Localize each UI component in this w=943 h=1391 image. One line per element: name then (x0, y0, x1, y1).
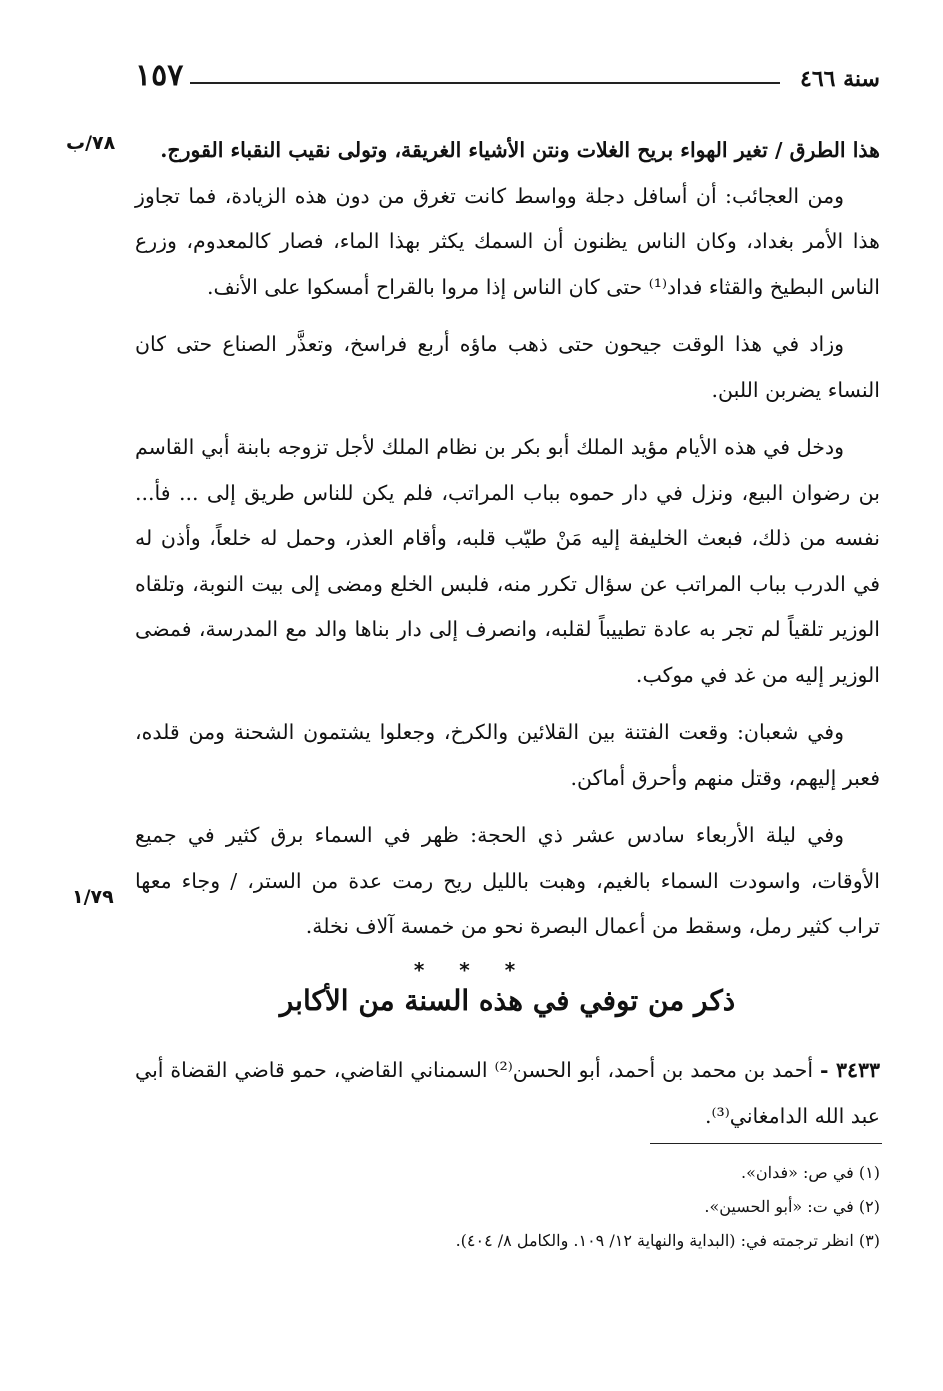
margin-note-top: ٧٨/ب (66, 132, 116, 154)
header-rule (190, 82, 780, 84)
paragraph-4: ودخل في هذه الأيام مؤيد الملك أبو بكر بن نظام الملك لأجل تزوجه بابنة أبي القاسم بن رضوان البيع، ونزل في دار حموه بباب المراتب، فلم يكن للناس طريق إلى ... فأ... نفسه من ذلك، فبعث الخليفة إليه مَنْ طيّب قلبه، وأقام العذر، وحمل له خلعاً، وأذن له في الدرب بباب المراتب عن سؤال تكرر منه، فلبس الخلع ومضى إلى بيت النوبة، وتلقاه الوزير تلقياً لم تجر به عادة تطييباً لقلبه، وانصرف إلى دار بناها والد مع المدرسة، فمضى الوزير إليه من غد في موكب. (135, 435, 880, 687)
paragraph-1: هذا الطرق / تغير الهواء بريح الغلات ونتن الأشياء الغريقة، وتولى نقيب النقباء القورج. (160, 138, 880, 162)
footnote-2: (٢) في ت: «أبو الحسين». (704, 1197, 880, 1216)
entry-text: أحمد بن محمد بن أحمد، أبو الحسن⁽²⁾ السمناني القاضي، حمو قاضي القضاة أبي عبد الله الدامغاني⁽³⁾. (135, 1058, 880, 1128)
paragraph-6: وفي ليلة الأربعاء سادس عشر ذي الحجة: ظهر في السماء برق كثير في جميع الأوقات، واسودت السماء بالغيم، وهبت بالليل ريح رمت عدة من الستر، / وجاء معها تراب كثير رمل، وسقط من أعمال البصرة نحو من خمسة آلاف نخلة. (135, 823, 880, 938)
section-title: ذكر من توفي في هذه السنة من الأكابر (279, 984, 736, 1017)
paragraph-5: وفي شعبان: وقعت الفتنة بين القلائين والكرخ، وجعلوا يشتمون الشحنة ومن قلده، فعبر إليهم، وقتل منهم وأحرق أماكن. (135, 720, 880, 790)
biography-entry (135, 1048, 880, 1139)
paragraph-3: وزاد في هذا الوقت جيحون حتى ذهب ماؤه أربع فراسخ، وتعذَّر الصناع حتى كان النساء يضربن اللبن. (135, 332, 880, 402)
body-text (135, 128, 880, 950)
entry-number: ٣٤٣٣ - (819, 1058, 881, 1082)
page-header (135, 58, 880, 98)
footnote-3: (٣) انظر ترجمته في: (البداية والنهاية ١٢/ ١٠٩. والكامل ٨/ ٤٠٤). (455, 1231, 880, 1250)
entry-paragraph (135, 1048, 880, 1139)
section-separator-stars: * * * (413, 958, 530, 982)
paragraph-2: ومن العجائب: أن أسافل دجلة وواسط كانت تغرق من دون هذه الزيادة، فما تجاوز هذا الأمر بغداد، وكان الناس يظنون أن السمك يكثر بهذا الماء، فصار كالمعدوم، وزرع الناس البطيخ والقثاء فداد⁽¹⁾ حتى كان الناس إذا مروا بالقراح أمسكوا على الأنف. (135, 183, 880, 299)
margin-note-bottom: ١/٧٩ (72, 886, 114, 908)
footnotes (135, 1156, 880, 1258)
page-number: ١٥٧ (135, 58, 184, 93)
year-label: سنة ٤٦٦ (800, 66, 880, 92)
footnote-1: (١) في ص: «فدان». (741, 1163, 880, 1182)
footnote-rule (650, 1143, 882, 1144)
